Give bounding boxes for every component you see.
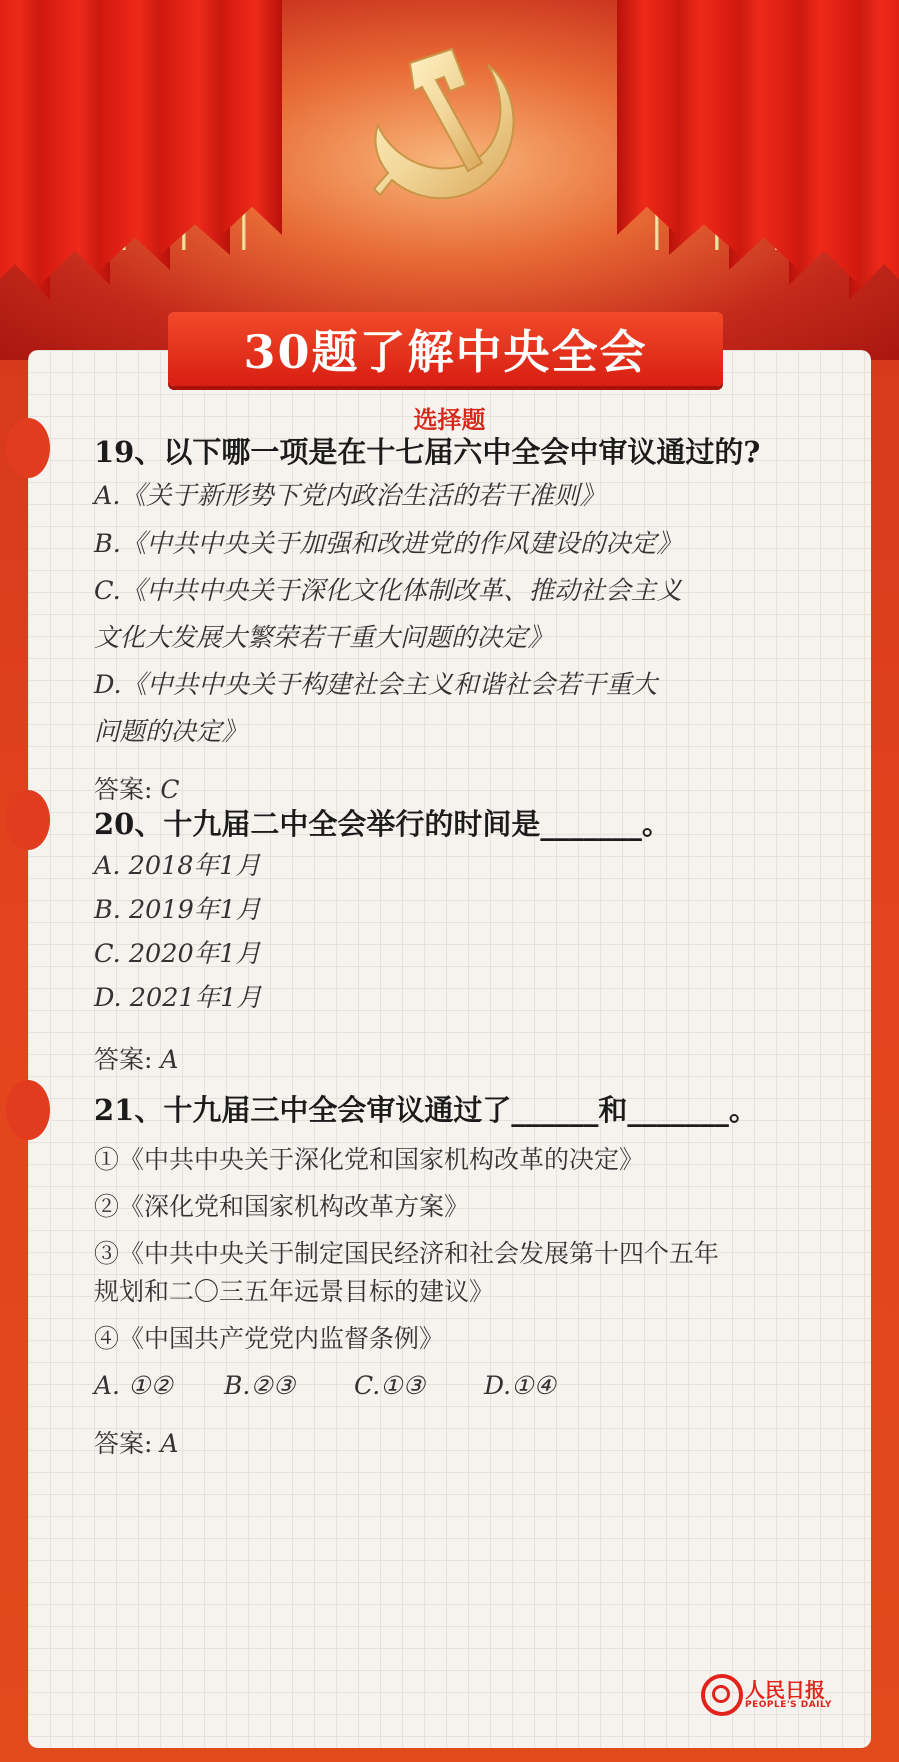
question-card (28, 350, 871, 1748)
page-title: 30题了解中央全会 (243, 325, 648, 379)
side-tab-marker (6, 790, 50, 850)
side-tab-marker (6, 418, 50, 478)
option-c: C.①③ (354, 1371, 426, 1400)
hammer-sickle-emblem-icon (370, 45, 530, 215)
answer-label: 答案: (94, 775, 153, 804)
answer (94, 1424, 847, 1464)
answer-value: A (160, 1045, 179, 1074)
answer (94, 1040, 847, 1080)
logo-name: 人民日报 (745, 1678, 825, 1702)
section-subtitle: 选择题 (413, 405, 486, 434)
question-title: 21、十九届三中全会审议通过了______和_______。 (94, 1093, 758, 1127)
question-21 (94, 1090, 847, 1464)
item-4: ④《中国共产党党内监督条例》 (94, 1324, 445, 1353)
option-d: D.①④ (484, 1371, 556, 1400)
option-b: B.《中共中央关于加强和改进党的作风建设的决定》 (94, 529, 682, 559)
item-3-line2: 规划和二〇三五年远景目标的建议》 (94, 1277, 495, 1306)
answer-label: 答案: (94, 1045, 153, 1074)
question-title: 19、以下哪一项是在十七届六中全会中审议通过的? (94, 435, 761, 469)
red-flag (40, 0, 110, 285)
question-title: 20、十九届二中全会举行的时间是_______。 (94, 807, 671, 841)
red-flag (222, 0, 282, 235)
option-d-line2: 问题的决定》 (94, 717, 248, 747)
option-c-line1: C.《中共中央关于深化文化体制改革、推动社会主义 (94, 576, 682, 606)
option-b: B. 2019年1月 (94, 895, 262, 925)
answer-value: A (160, 1429, 179, 1458)
option-b: B.②③ (224, 1371, 296, 1400)
answer-label: 答案: (94, 1429, 153, 1458)
option-d-line1: D.《中共中央关于构建社会主义和谐社会若干重大 (94, 670, 658, 700)
peoples-daily-logo (701, 1674, 841, 1720)
red-flag (160, 0, 230, 255)
header-banner (0, 0, 899, 360)
item-2: ②《深化党和国家机构改革方案》 (94, 1192, 470, 1221)
red-flag (669, 0, 739, 255)
logo-name-en: PEOPLE'S DAILY (745, 1700, 832, 1710)
red-flag (100, 0, 170, 270)
option-a: A. 2018年1月 (94, 851, 261, 881)
title-banner (168, 312, 723, 386)
red-flag (789, 0, 859, 285)
item-3-line1: ③《中共中央关于制定国民经济和社会发展第十四个五年 (94, 1239, 720, 1268)
option-a: A. ①② (94, 1371, 173, 1400)
red-flag (729, 0, 799, 270)
at-sign-icon (701, 1674, 743, 1716)
choice-row (94, 1362, 847, 1410)
side-tab-marker (6, 1080, 50, 1140)
option-d: D. 2021年1月 (94, 983, 262, 1013)
question-20 (94, 804, 847, 1080)
option-a: A.《关于新形势下党内政治生活的若干准则》 (94, 481, 606, 511)
option-c: C. 2020年1月 (94, 939, 261, 969)
option-c-line2: 文化大发展大繁荣若干重大问题的决定》 (94, 623, 554, 653)
question-19 (94, 432, 847, 810)
item-1: ①《中共中央关于深化党和国家机构改革的决定》 (94, 1145, 645, 1174)
red-flag (617, 0, 677, 235)
answer-value: C (160, 775, 180, 804)
